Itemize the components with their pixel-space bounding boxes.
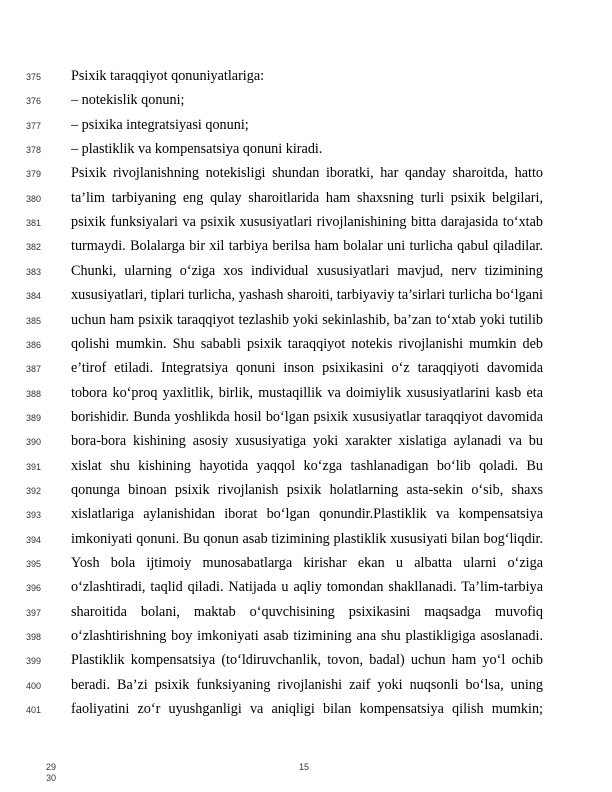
text-line: [0, 673, 612, 699]
text-line: [0, 405, 612, 431]
text-line: [0, 64, 612, 90]
text-line: [0, 186, 612, 212]
line-number: 396: [26, 583, 42, 594]
text-line: [0, 161, 612, 187]
line-number: 388: [26, 388, 42, 399]
line-number: 389: [26, 412, 42, 423]
text-line: [0, 308, 612, 334]
line-number: 399: [26, 656, 42, 667]
line-text: sharoitida bolani, maktab o‘quvchisining psixikasini maqsadga muvofiq: [71, 603, 543, 620]
line-number: 398: [26, 632, 42, 643]
line-number: 394: [26, 534, 42, 545]
text-line: [0, 527, 612, 553]
text-line: [0, 454, 612, 480]
line-text: Yosh bola ijtimoiy munosabatlarga kirishar ekan u albatta ularni o‘ziga: [71, 555, 543, 571]
text-line: [0, 137, 612, 163]
text-line: [0, 575, 612, 601]
line-number: 386: [26, 339, 42, 350]
line-number: 379: [26, 169, 42, 180]
text-line: [0, 356, 612, 382]
line-text: beradi. Ba’zi psixik funksiyaning rivojlanishi zaif yoki nuqsonli bo‘lsa, uning: [71, 676, 543, 693]
line-text: bora-bora kishining asosiy xususiyatiga yoki xarakter xislatiga aylanadi va bu: [71, 433, 543, 450]
line-text: qolishi mumkin. Shu sababli psixik taraqqiyot notekis rivojlanishi mumkin deb: [71, 335, 543, 352]
line-text: o‘zlashtiradi, taqlid qiladi. Natijada u aqliy tomondan shakllanadi. Ta’lim-tarbiya: [71, 579, 543, 596]
line-number: 381: [26, 218, 42, 229]
line-text: ta’lim tarbiyaning eng qulay sharoitlarida ham shaxsning turli psixik belgilari,: [71, 189, 543, 206]
line-text: Plastiklik kompensatsiya (to‘ldiruvchanlik, tovon, badal) uchun ham yo‘l ochib: [71, 652, 543, 669]
line-number: 382: [26, 242, 42, 253]
line-text: – psixika integratsiyasi qonuni;: [71, 116, 249, 133]
line-text: xislat shu kishining hayotida yaqqol ko‘zga tashlanadigan bo‘lib qoladi. Bu: [71, 457, 543, 474]
text-line: [0, 697, 612, 723]
text-line: [0, 624, 612, 650]
line-number: 377: [26, 120, 42, 131]
text-line: [0, 259, 612, 285]
line-text: borishidir. Bunda yoshlikda hosil bo‘lgan psixik xususiyatlar taraqqiyot davomida: [71, 408, 543, 425]
line-number: 397: [26, 607, 42, 618]
line-text: turmaydi. Bolalarga bir xil tarbiya berilsa ham bolalar uni turlicha qabul qiladilar.: [71, 238, 543, 255]
line-number: 384: [26, 291, 42, 302]
text-line: [0, 478, 612, 504]
line-number: 390: [26, 437, 42, 448]
line-text: imkoniyati qonuni. Bu qonun asab tizimining plastiklik xususiyati bilan bog‘liqdir.: [71, 530, 543, 547]
line-number: 387: [26, 364, 42, 375]
line-number: 393: [26, 510, 42, 521]
text-line: [0, 210, 612, 236]
page-number: 15: [299, 762, 310, 772]
footnote-marker-29: 29: [46, 762, 57, 772]
text-line: [0, 648, 612, 674]
text-line: [0, 332, 612, 358]
line-text: uchun ham psixik taraqqiyot tezlashib yoki sekinlashib, ba’zan to‘xtab yoki tutilib: [71, 311, 543, 328]
line-text: xususiyatlari, tiplari turlicha, yashash sharoiti, tarbiyaviy ta’sirlari turlicha bo‘lgani: [71, 287, 543, 304]
line-text: tobora ko‘proq yaxlitlik, birlik, mustaqillik va doimiylik xususiyatlarini kasb eta: [71, 384, 543, 401]
text-line: [0, 381, 612, 407]
text-line: [0, 502, 612, 528]
line-number: 400: [26, 680, 42, 691]
text-line: [0, 551, 612, 577]
line-text: faoliyatini zo‘r uyushganligi va aniqligi bilan kompensatsiya qilish mumkin;: [71, 701, 543, 718]
line-number: 385: [26, 315, 42, 326]
line-number: 391: [26, 461, 42, 472]
line-text: Chunki, ularning o‘ziga xos individual xususiyatlari mavjud, nerv tizimining: [71, 262, 543, 279]
footnote-marker-30: 30: [46, 773, 57, 783]
line-number: 392: [26, 485, 42, 496]
text-line: [0, 88, 612, 114]
line-text: qonunga binoan psixik rivojlanish psixik holatlarning asta-sekin o‘sib, shaxs: [71, 481, 543, 498]
line-number: 376: [26, 96, 42, 107]
line-text: xislatlariga aylanishidan iborat bo‘lgan qonundir.Plastiklik va kompensatsiya: [71, 506, 543, 523]
line-number: 383: [26, 266, 42, 277]
line-text: – plastiklik va kompensatsiya qonuni kiradi.: [71, 141, 323, 158]
line-number: 378: [26, 145, 42, 156]
line-number: 375: [26, 72, 42, 82]
line-text: Psixik rivojlanishning notekisligi shundan iboratki, har qanday sharoitda, hatto: [71, 165, 543, 182]
text-line: [0, 283, 612, 309]
line-text: – notekislik qonuni;: [71, 92, 185, 109]
text-line: [0, 113, 612, 139]
line-number: 401: [26, 705, 42, 716]
line-text: o‘zlashtirishning boy imkoniyati asab tizimining ana shu plastikligiga asoslanadi.: [71, 628, 543, 645]
line-number: 395: [26, 559, 42, 569]
text-line: [0, 234, 612, 260]
line-text: Psixik taraqqiyot qonuniyatlariga:: [71, 68, 265, 84]
line-number: 380: [26, 193, 42, 204]
text-line: [0, 429, 612, 455]
text-line: [0, 600, 612, 626]
line-text: e’tirof etiladi. Integratsiya qonuni inson psixikasini o‘z taraqqiyoti davomida: [71, 360, 543, 377]
line-text: psixik funksiyalari va psixik xususiyatlari rivojlanishining bitta darajasida to‘xtab: [71, 214, 543, 231]
